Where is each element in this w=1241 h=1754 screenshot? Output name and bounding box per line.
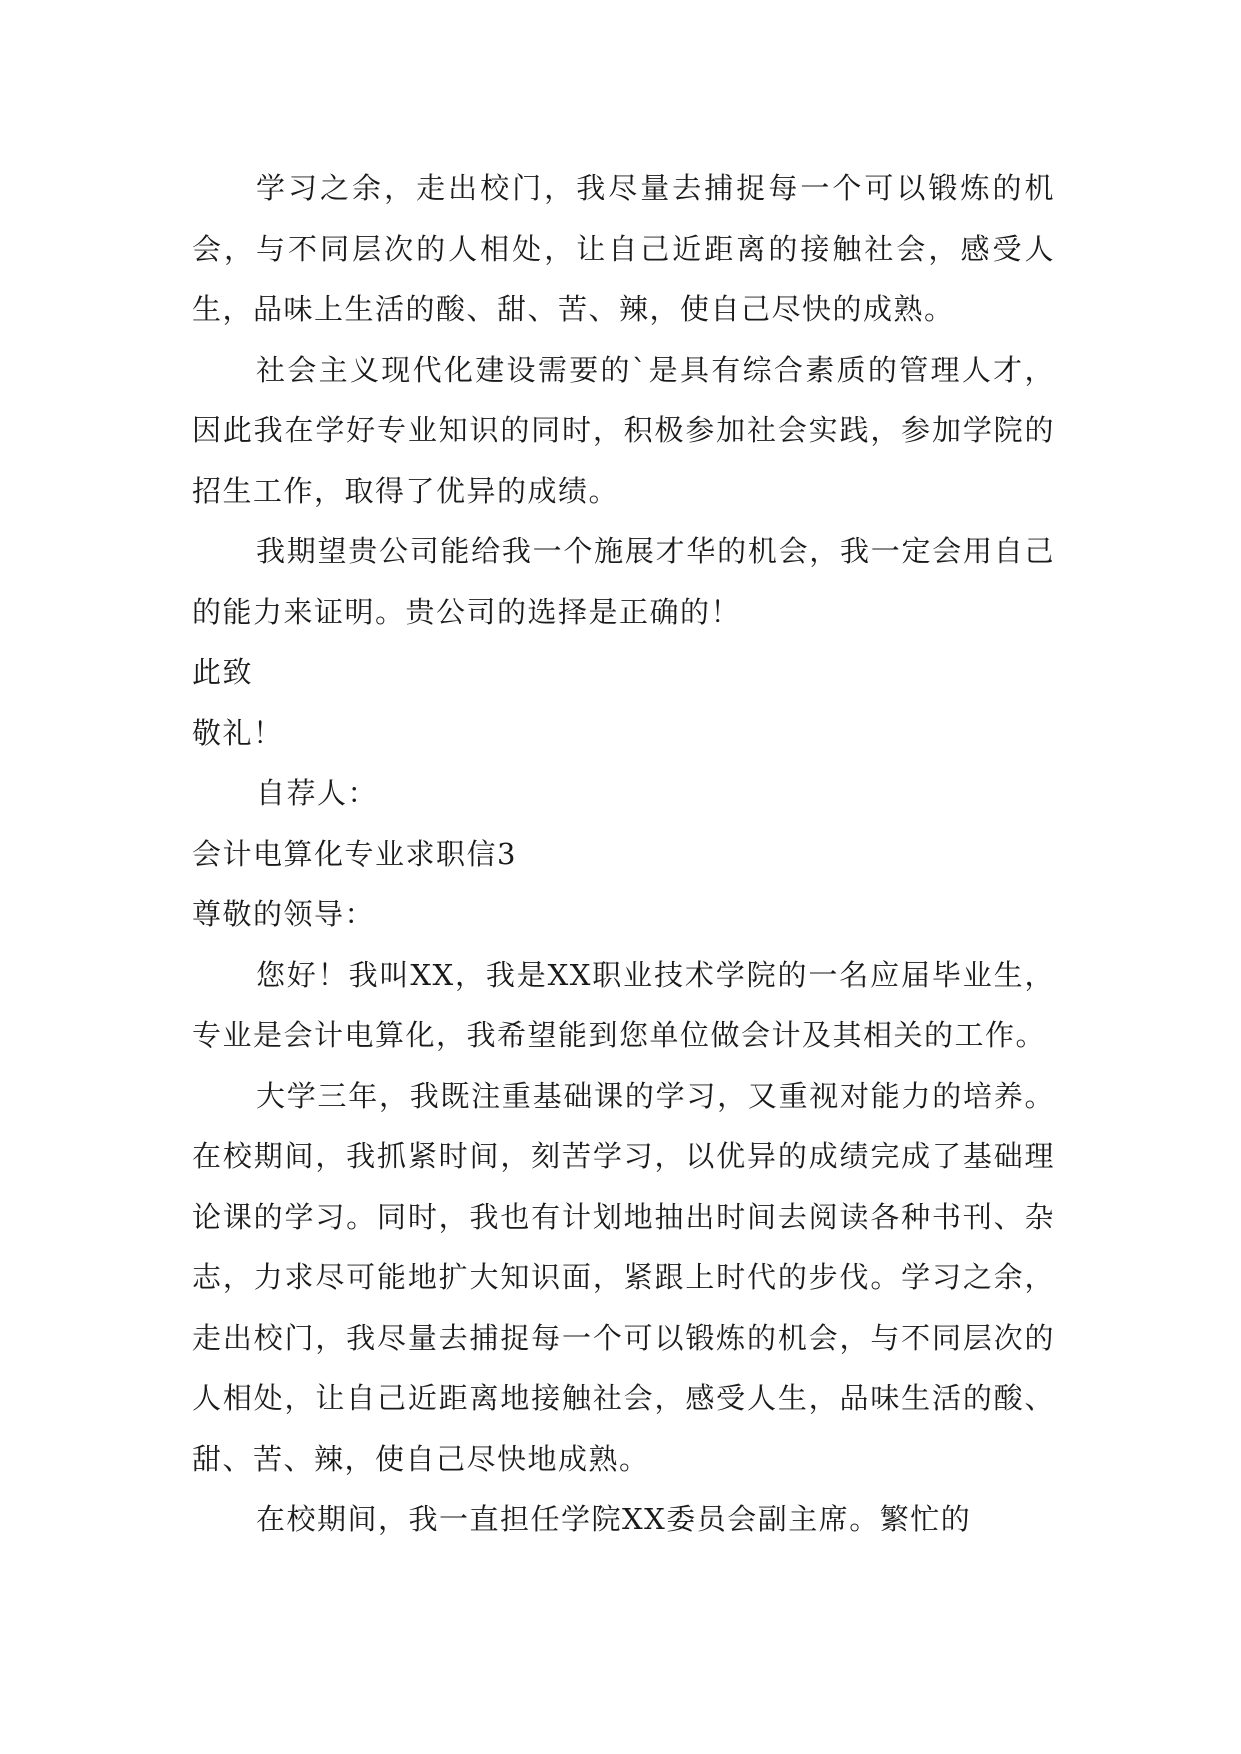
greeting: 尊敬的领导： <box>192 897 376 931</box>
paragraph-committee: 在校期间，我一直担任学院XX委员会副主席。繁忙的 <box>256 1502 972 1536</box>
paragraph-hope: 我期望贵公司能给我一个施展才华的机会，我一定会用自己的能力来证明。贵公司的选择是正确的！ <box>192 534 1055 629</box>
paragraph-introduction: 您好！我叫XX，我是XX职业技术学院的一名应届毕业生，专业是会计电算化，我希望能到您单位做会计及其相关的工作。 <box>192 957 1055 1052</box>
signature-line: 自荐人： <box>256 776 379 810</box>
section-title: 会计电算化专业求职信3 <box>192 836 517 871</box>
letter-body <box>192 158 1055 1550</box>
paragraph-university: 大学三年，我既注重基础课的学习，又重视对能力的培养。在校期间，我抓紧时间，刻苦学习，以优异的成绩完成了基础理论课的学习。同时，我也有计划地抽出时间去阅读各种书刊、杂志，力求尽可能地扩大知识面，紧跟上时代的步伐。学习之余，走出校门，我尽量去捕捉每一个可以锻炼的机会，与不同层次的人相处，让自己近距离地接触社会，感受人生，品味生活的酸、甜、苦、辣，使自己尽快地成熟。 <box>192 1078 1055 1476</box>
closing-salutation: 此致 <box>192 655 254 689</box>
closing-respect: 敬礼！ <box>192 715 284 750</box>
paragraph-outside-learning: 学习之余，走出校门，我尽量去捕捉每一个可以锻炼的机会，与不同层次的人相处，让自己近距离的接触社会，感受人生，品味上生活的酸、甜、苦、辣，使自己尽快的成熟。 <box>192 171 1055 326</box>
paragraph-modernization: 社会主义现代化建设需要的`是具有综合素质的管理人才，因此我在学好专业知识的同时，积极参加社会实践，参加学院的招生工作，取得了优异的成绩。 <box>192 352 1055 508</box>
